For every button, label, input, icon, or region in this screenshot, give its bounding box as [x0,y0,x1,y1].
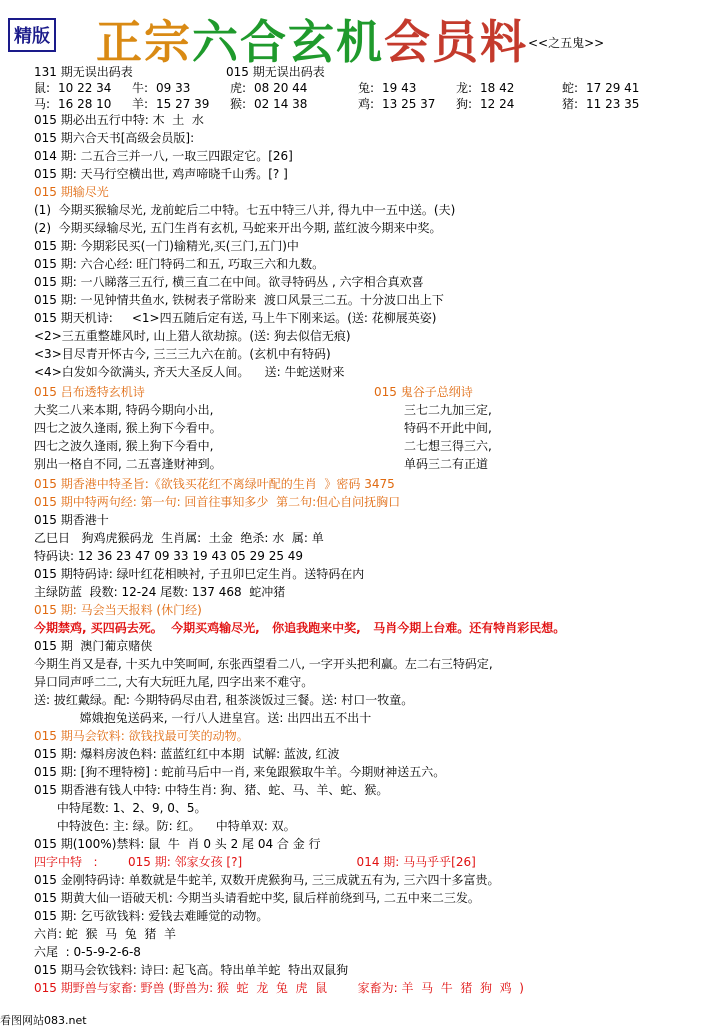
text-line: 中特波色: 主: 绿。防: 红。 中特单双: 双。 [34,819,296,833]
text-line: (1) 今期买猴输尽光, 龙前蛇后二中特。七五中特三八并, 得九中一五中送。(夫) [34,203,456,217]
zodiac-numbers: 13 25 37 [382,97,436,111]
text-line: 015 期: 今期彩民买(一门)输精光,买(三门,五门)中 [34,239,299,253]
zodiac-label: 猪: [562,97,579,111]
title-part-c: 会员料 [384,15,528,69]
text-line: 015 期输尽光 [34,185,109,199]
poem-title-right: 015 鬼谷子总纲诗 [374,385,473,399]
text-line: 015 期中特两句经: 第一句: 回首往事知多少 第二句:但心自问抚胸口 [34,495,401,509]
text-line: 015 期香港十 [34,513,109,527]
text-line: 015 期: 一见钟情共鱼水, 铁树表子常盼来 渡口风景三二五。十分波口出上下 [34,293,444,307]
text-line: 015 期: 天马行空横出世, 鸡声啼晓千山秀。[? ] [34,167,288,181]
text-line: 015 期 澳门葡京赌侠 [34,639,153,653]
text-line: 015 期黄大仙一语破天机: 今期当头请看蛇中奖, 鼠后样前绕到马, 二五中来二三发。 [34,891,480,905]
text-line: 六肖: 蛇 猴 马 兔 猪 羊 [34,927,177,941]
poem-line-left: 四七之波久逢雨, 猴上狗下今看中, [34,439,214,453]
text-line: 014 期: 二五合三并一八, 一取三四跟定它。[26] [34,149,293,163]
text-line: 015 期: 一八睇落三五行, 横三直二在中间。欲寻特码丛 , 六字相合真欢喜 [34,275,424,289]
poem-line-left: 大奖二八来本期, 特码今期向小出, [34,403,214,417]
text-line: 今期生肖又是春, 十买九中笑呵呵, 东张西望看二八, 一字开头把利赢。左二右三特码定, [34,657,493,671]
zodiac-numbers: 09 33 [156,81,191,95]
text-line: 015 期马会钦钱料: 诗曰: 起飞高。特出单羊蛇 特出双鼠狗 [34,963,349,977]
text-line: 中特尾数: 1、2、9, 0、5。 [34,801,207,815]
text-line: 015 金刚特码诗: 单数就是牛蛇羊, 双数开虎猴狗马, 三三成就五有为, 三六四十多富贵。 [34,873,500,887]
text-line: 015 期(100%)禁料: 鼠 牛 肖 0 头 2 尾 04 合 金 行 [34,837,321,851]
text-line: <2>三五重整雄风时, 山上猎人欲劫掠。(送: 狗去似信无痕) [34,329,351,343]
page-title [96,6,528,72]
table-caption-right: 015 期无误出码表 [226,65,325,79]
poem-title-left: 015 吕布透特玄机诗 [34,385,145,399]
zodiac-label: 龙: [456,81,473,95]
zodiac-label: 虎: [230,81,247,95]
text-line: 015 期: [狗不理特榜] : 蛇前马后中一肖, 来兔跟猴取牛羊。今期财神送五六。 [34,765,446,779]
zodiac-label: 羊: [132,97,149,111]
text-line: (2) 今期买绿输尽光, 五门生肖有玄机, 马蛇来开出今期, 蓝红波今期来中奖。 [34,221,442,235]
zodiac-numbers: 17 29 41 [586,81,640,95]
text-line: 015 期: 爆料房波色料: 蓝蓝红红中本期 试解: 蓝波, 红波 [34,747,340,761]
text-line: 015 期香港有钱人中特: 中特生肖: 狗、猪、蛇、马、羊、蛇、猴。 [34,783,389,797]
poem-line-right: 特码不开此中间, [404,421,492,435]
zodiac-label: 狗: [456,97,473,111]
page-subtitle: <<之五鬼>> [528,36,605,50]
text-line: 今期禁鸡, 买四码去死。 今期买鸡输尽光, 你追我跑来中奖, 马肖今期上台难。还有特肖彩民想。 [34,621,566,635]
title-part-b: 六合玄机 [192,15,384,69]
poem-line-right: 三七二九加三定, [404,403,492,417]
poem-line-right: 二七想三得三六, [404,439,492,453]
zodiac-numbers: 16 28 10 [58,97,112,111]
text-line: 015 期: 乞丐欲钱料: 爱钱去难睡觉的动物。 [34,909,269,923]
poem-line-left: 四七之波久逢雨, 猴上狗下今看中。 [34,421,222,435]
text-line: 异口同声呼二二, 大有大玩旺九尾, 四字出来不难守。 [34,675,314,689]
site-footer: 看图网站083.net [0,1014,87,1027]
text-line: 乙巳日 狗鸡虎猴码龙 生肖属: 土金 绝杀: 水 属: 单 [34,531,324,545]
zodiac-numbers: 08 20 44 [254,81,308,95]
text-line: 015 期六合天书[高级会员版]: [34,131,195,145]
zodiac-label: 牛: [132,81,149,95]
text-line: <3>目尽青开怀古今, 三三三九六在前。(玄机中有特码) [34,347,331,361]
zodiac-numbers: 19 43 [382,81,417,95]
zodiac-numbers: 15 27 39 [156,97,210,111]
zodiac-numbers: 12 24 [480,97,515,111]
zodiac-label: 马: [34,97,51,111]
text-line: 特码诀: 12 36 23 47 09 33 19 43 05 29 25 49 [34,549,304,563]
zodiac-numbers: 18 42 [480,81,515,95]
text-line: 015 期野兽与家畜: 野兽 (野兽为: 猴 蛇 龙 兔 虎 鼠 家畜为: 羊 马 牛 猪 狗 鸡 ) [34,981,524,995]
title-part-a: 正宗 [96,15,192,69]
text-line: 015 期特码诗: 绿叶红花相映衬, 子丑卯巳定生肖。送特码在内 [34,567,365,581]
zodiac-label: 猴: [230,97,247,111]
table-caption-left: 131 期无误出码表 [34,65,133,79]
poem-line-left: 别出一格自不同, 二五喜逢财神到。 [34,457,222,471]
text-line: <4>白发如今欲满头, 齐天大圣反人间。 送: 牛蛇送财来 [34,365,345,379]
version-badge: 精版 [8,18,56,52]
text-line: 015 期: 马会当天报料 (休门经) [34,603,202,617]
text-line: 六尾 : 0-5-9-2-6-8 [34,945,141,959]
text-line: 015 期必出五行中特: 木 土 水 [34,113,204,127]
text-line: 015 期香港中特圣旨:《欲钱买花红不离绿叶配的生肖 》密码 3475 [34,477,395,491]
text-line: 主绿防蓝 段数: 12-24 尾数: 137 468 蛇冲猪 [34,585,286,599]
text-line: 015 期: 六合心经: 旺门特码二和五, 巧取三六和九数。 [34,257,325,271]
text-line: 嫦娥抱兔送码来, 一行八人进皇宫。送: 出四出五不出十 [34,711,372,725]
zodiac-numbers: 10 22 34 [58,81,112,95]
text-line: 015 期天机诗: <1>四五随后定有送, 马上牛下刚来运。(送: 花柳展英姿) [34,311,437,325]
zodiac-label: 蛇: [562,81,579,95]
poem-line-right: 单码三二有正道 [404,457,489,471]
zodiac-label: 鼠: [34,81,51,95]
zodiac-label: 兔: [358,81,375,95]
zodiac-label: 鸡: [358,97,375,111]
zodiac-numbers: 11 23 35 [586,97,640,111]
text-line: 四字中特 : 015 期: 邻家女孩 [?] 014 期: 马马乎乎[26] [34,855,476,869]
text-line: 015 期马会钦料: 欲钱找最可笑的动物。 [34,729,249,743]
text-line: 送: 披红戴绿。配: 今期特码尽由君, 租茶淡饭过三餐。送: 村口一牧童。 [34,693,414,707]
zodiac-numbers: 02 14 38 [254,97,308,111]
